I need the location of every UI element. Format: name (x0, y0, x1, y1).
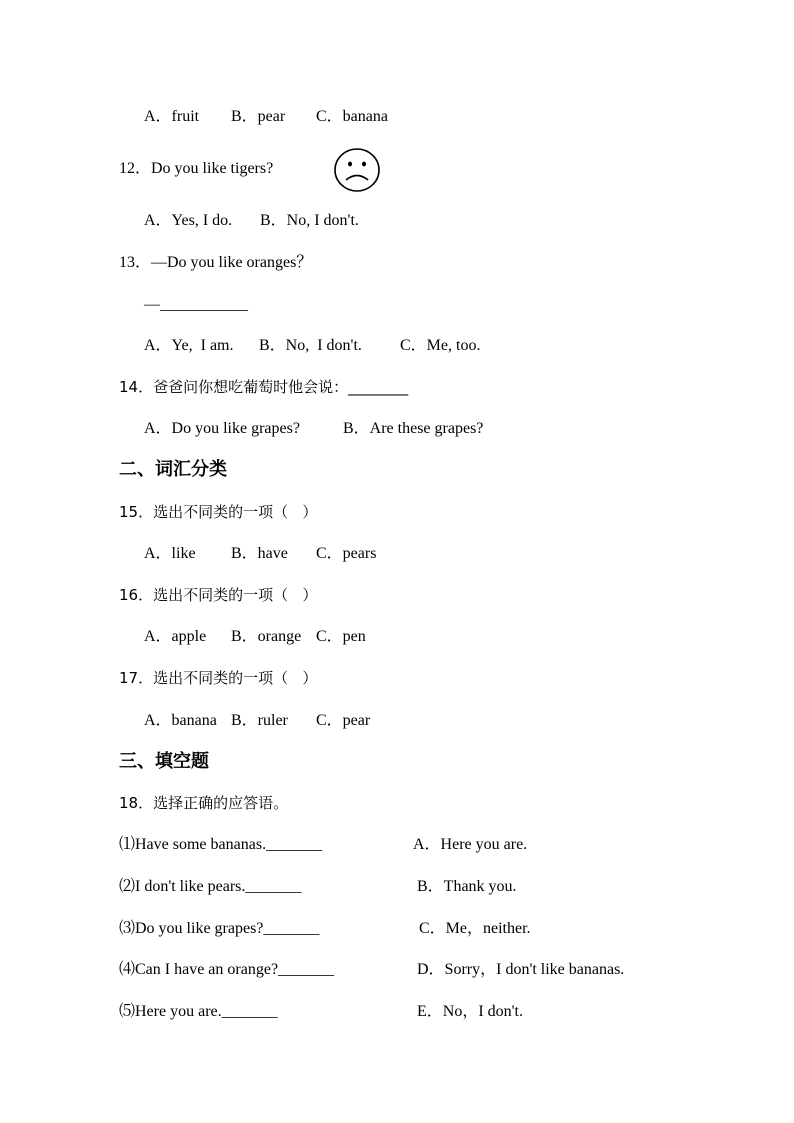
q18-left-item-1: ⑴Have some bananas._______ (119, 836, 323, 853)
q14-stem: 14．爸爸问你想吃葡萄时他会说：________ (119, 378, 409, 396)
q17-option-b: B．ruler (231, 712, 288, 729)
q16-stem: 16．选出不同类的一项（ ） (119, 586, 318, 604)
q18-left-item-4: ⑷Can I have an orange?_______ (119, 961, 335, 978)
q13-option-a: A．Ye, I am. (144, 337, 234, 354)
q16-option-b: B．orange (231, 628, 302, 645)
q13-answer-blank: —___________ (144, 296, 248, 313)
q14-option-b: B．Are these grapes? (343, 420, 484, 437)
q12-option-a: A．Yes, I do. (144, 212, 233, 229)
q18-left-item-3: ⑶Do you like grapes?_______ (119, 920, 320, 937)
q12-option-b: B．No, I don't. (260, 212, 359, 229)
sad-face-icon (333, 147, 381, 193)
q16-option-a: A．apple (144, 628, 207, 645)
q15-option-c: C．pears (316, 545, 377, 562)
q17-option-c: C．pear (316, 712, 371, 729)
q13-option-c: C．Me, too. (400, 337, 481, 354)
q18-left-item-2: ⑵I don't like pears._______ (119, 878, 302, 895)
q15-stem: 15．选出不同类的一项（ ） (119, 503, 318, 521)
section-2-title: 二、词汇分类 (119, 459, 227, 480)
q18-right-item-c: C．Me，neither. (419, 920, 531, 937)
q18-right-item-b: B．Thank you. (417, 878, 517, 895)
q16-option-c: C．pen (316, 628, 366, 645)
q11-option-b: B．pear (231, 108, 286, 125)
q18-right-item-e: E．No，I don't. (417, 1003, 523, 1020)
q11-option-c: C．banana (316, 108, 388, 125)
q17-option-a: A．banana (144, 712, 217, 729)
q15-option-a: A．like (144, 545, 196, 562)
q14-option-a: A．Do you like grapes? (144, 420, 300, 437)
q12-stem: 12．Do you like tigers? (119, 160, 274, 177)
q18-left-item-5: ⑸Here you are._______ (119, 1003, 278, 1020)
q17-stem: 17．选出不同类的一项（ ） (119, 669, 318, 687)
q18-stem: 18．选择正确的应答语。 (119, 794, 289, 812)
q11-option-a: A．fruit (144, 108, 200, 125)
q18-right-item-a: A．Here you are. (413, 836, 528, 853)
section-3-title: 三、填空题 (119, 751, 209, 772)
q13-stem: 13．—Do you like oranges？ (119, 254, 313, 271)
q18-right-item-d: D．Sorry，I don't like bananas. (417, 961, 625, 978)
q13-option-b: B．No, I don't. (259, 337, 362, 354)
q15-option-b: B．have (231, 545, 288, 562)
